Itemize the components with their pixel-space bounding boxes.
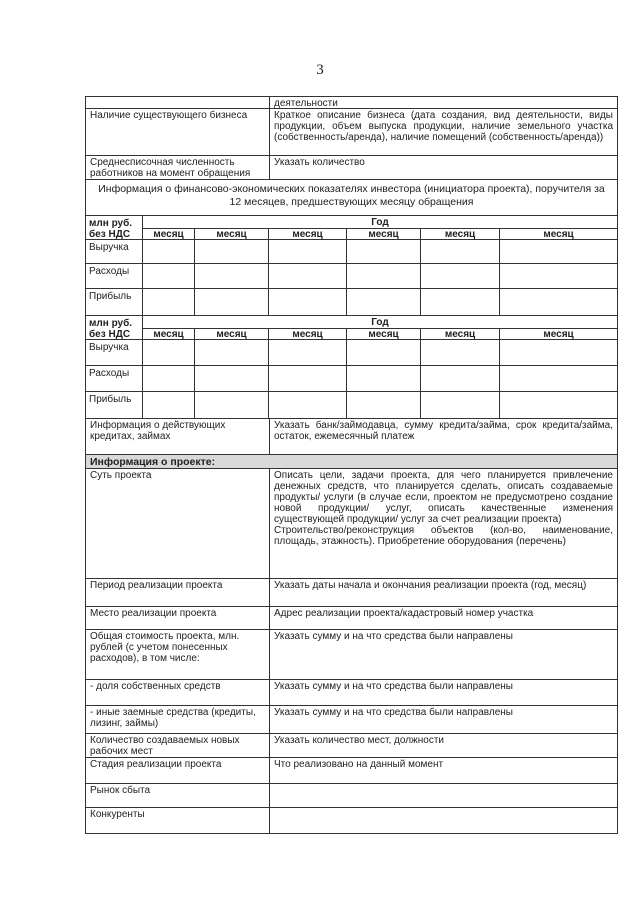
value-cell	[195, 340, 269, 366]
unit-label: млн руб. без НДС	[86, 316, 143, 340]
value-cell	[143, 340, 195, 366]
table-row	[85, 419, 618, 455]
row-value: Что реализовано на данный момент	[274, 759, 444, 770]
row-label: Наличие существующего бизнеса	[86, 109, 270, 155]
revenue-label: Выручка	[86, 340, 143, 366]
value-cell	[500, 240, 617, 264]
value-cell	[421, 240, 500, 264]
row-value: Адрес реализации проекта/кадастровый номер участка	[274, 608, 534, 619]
table-row	[85, 96, 618, 109]
month-header: месяц	[500, 229, 617, 240]
month-header: месяц	[347, 329, 421, 340]
value-cell	[143, 264, 195, 289]
row-label: Конкуренты	[86, 808, 270, 833]
month-header: месяц	[421, 329, 500, 340]
month-header: месяц	[195, 229, 269, 240]
row-value: Краткое описание бизнеса (дата создания, вид деятельности, виды продукции, объем выпуска продукции, наличие земельного участка (собственность/аренда), наличие помещений (собственность/аренда))	[274, 110, 613, 143]
value-cell	[421, 340, 500, 366]
row-label: Количество создаваемых новых рабочих мест	[86, 734, 270, 757]
row-value	[270, 784, 617, 807]
row-label: Место реализации проекта	[86, 607, 270, 629]
value-cell	[421, 289, 500, 315]
table-row	[85, 579, 618, 607]
row-value: Указать количество мест, должности	[274, 735, 444, 746]
value-cell	[347, 289, 421, 315]
value-cell	[500, 289, 617, 315]
value-cell	[347, 240, 421, 264]
value-cell	[143, 289, 195, 315]
revenue-label: Выручка	[86, 240, 143, 264]
table-row	[85, 734, 618, 758]
row-label: Среднесписочная численность работников на момент обращения	[86, 156, 270, 179]
finance-title-row	[85, 180, 618, 216]
month-header: месяц	[143, 329, 195, 340]
page-number: 3	[316, 62, 324, 78]
value-cell	[347, 264, 421, 289]
table-row	[85, 706, 618, 734]
finance-table	[85, 316, 618, 419]
finance-title: Информация о финансово-экономических показателях инвестора (инициатора проекта), поручителя за 12 месяцев, предшествующих месяцу обращения	[98, 183, 605, 208]
row-label: Информация о действующих кредитах, займах	[86, 419, 270, 454]
row-value: Указать даты начала и окончания реализации проекта (год, месяц)	[274, 580, 587, 591]
table-row	[85, 630, 618, 680]
profit-label: Прибыль	[86, 289, 143, 315]
row-value	[270, 808, 617, 833]
value-cell	[500, 392, 617, 418]
value-cell	[269, 264, 347, 289]
month-header: месяц	[500, 329, 617, 340]
row-label: Период реализации проекта	[86, 579, 270, 606]
application-form-table	[85, 96, 618, 834]
table-row	[85, 109, 618, 156]
year-header: Год	[143, 316, 617, 329]
value-cell	[500, 340, 617, 366]
row-value: Указать банк/займодавца, сумму кредита/займа, срок кредита/займа, остаток, ежемесячный платеж	[274, 420, 613, 442]
value-cell	[347, 366, 421, 392]
row-value: деятельности	[274, 98, 338, 109]
value-cell	[143, 240, 195, 264]
month-header: месяц	[195, 329, 269, 340]
table-row	[85, 808, 618, 834]
value-cell	[269, 240, 347, 264]
row-value: Указать сумму и на что средства были направлены	[274, 631, 513, 642]
table-row	[85, 156, 618, 180]
row-label: Рынок сбыта	[86, 784, 270, 807]
row-label	[86, 97, 270, 108]
row-value: Указать количество	[274, 157, 365, 168]
expenses-label: Расходы	[86, 366, 143, 392]
row-label: Общая стоимость проекта, млн. рублей (с учетом понесенных расходов), в том числе:	[86, 630, 270, 679]
value-cell	[269, 366, 347, 392]
value-cell	[143, 366, 195, 392]
table-row	[85, 680, 618, 706]
month-header: месяц	[269, 229, 347, 240]
value-cell	[195, 366, 269, 392]
value-cell	[500, 264, 617, 289]
table-row	[85, 758, 618, 784]
row-value: Указать сумму и на что средства были направлены	[274, 707, 513, 718]
unit-label: млн руб. без НДС	[86, 216, 143, 240]
row-label: Стадия реализации проекта	[86, 758, 270, 783]
profit-label: Прибыль	[86, 392, 143, 418]
month-header: месяц	[421, 229, 500, 240]
table-row	[85, 784, 618, 808]
month-header: месяц	[143, 229, 195, 240]
table-row	[85, 607, 618, 630]
value-cell	[421, 392, 500, 418]
value-cell	[500, 366, 617, 392]
value-cell	[143, 392, 195, 418]
value-cell	[347, 392, 421, 418]
row-value: Указать сумму и на что средства были направлены	[274, 681, 513, 692]
month-header: месяц	[269, 329, 347, 340]
month-header: месяц	[347, 229, 421, 240]
section-title: Информация о проекте:	[86, 455, 617, 468]
value-cell	[421, 264, 500, 289]
row-label: Суть проекта	[86, 469, 270, 578]
value-cell	[269, 340, 347, 366]
finance-table	[85, 216, 618, 316]
value-cell	[195, 240, 269, 264]
year-header: Год	[143, 216, 617, 229]
value-cell	[195, 289, 269, 315]
section-row	[85, 455, 618, 469]
row-label: - иные заемные средства (кредиты, лизинг, займы)	[86, 706, 270, 733]
table-row	[85, 469, 618, 579]
value-cell	[269, 289, 347, 315]
expenses-label: Расходы	[86, 264, 143, 289]
value-cell	[195, 264, 269, 289]
value-cell	[195, 392, 269, 418]
value-cell	[421, 366, 500, 392]
value-cell	[347, 340, 421, 366]
row-label: - доля собственных средств	[86, 680, 270, 705]
value-cell	[269, 392, 347, 418]
row-value: Описать цели, задачи проекта, для чего планируется привлечение денежных средств, что планируется сделать, описать создаваемые продукты/ услуги (в случае если, проектом не предусмотрено создание новой продукции/ услуг, описать качественные изменения существующей продукции/ услуг за счет реализации проекта) Строительство/реконструкция объектов (кол-во, наименование, площадь, этажность). Приобретение оборудования (перечень)	[274, 470, 613, 547]
